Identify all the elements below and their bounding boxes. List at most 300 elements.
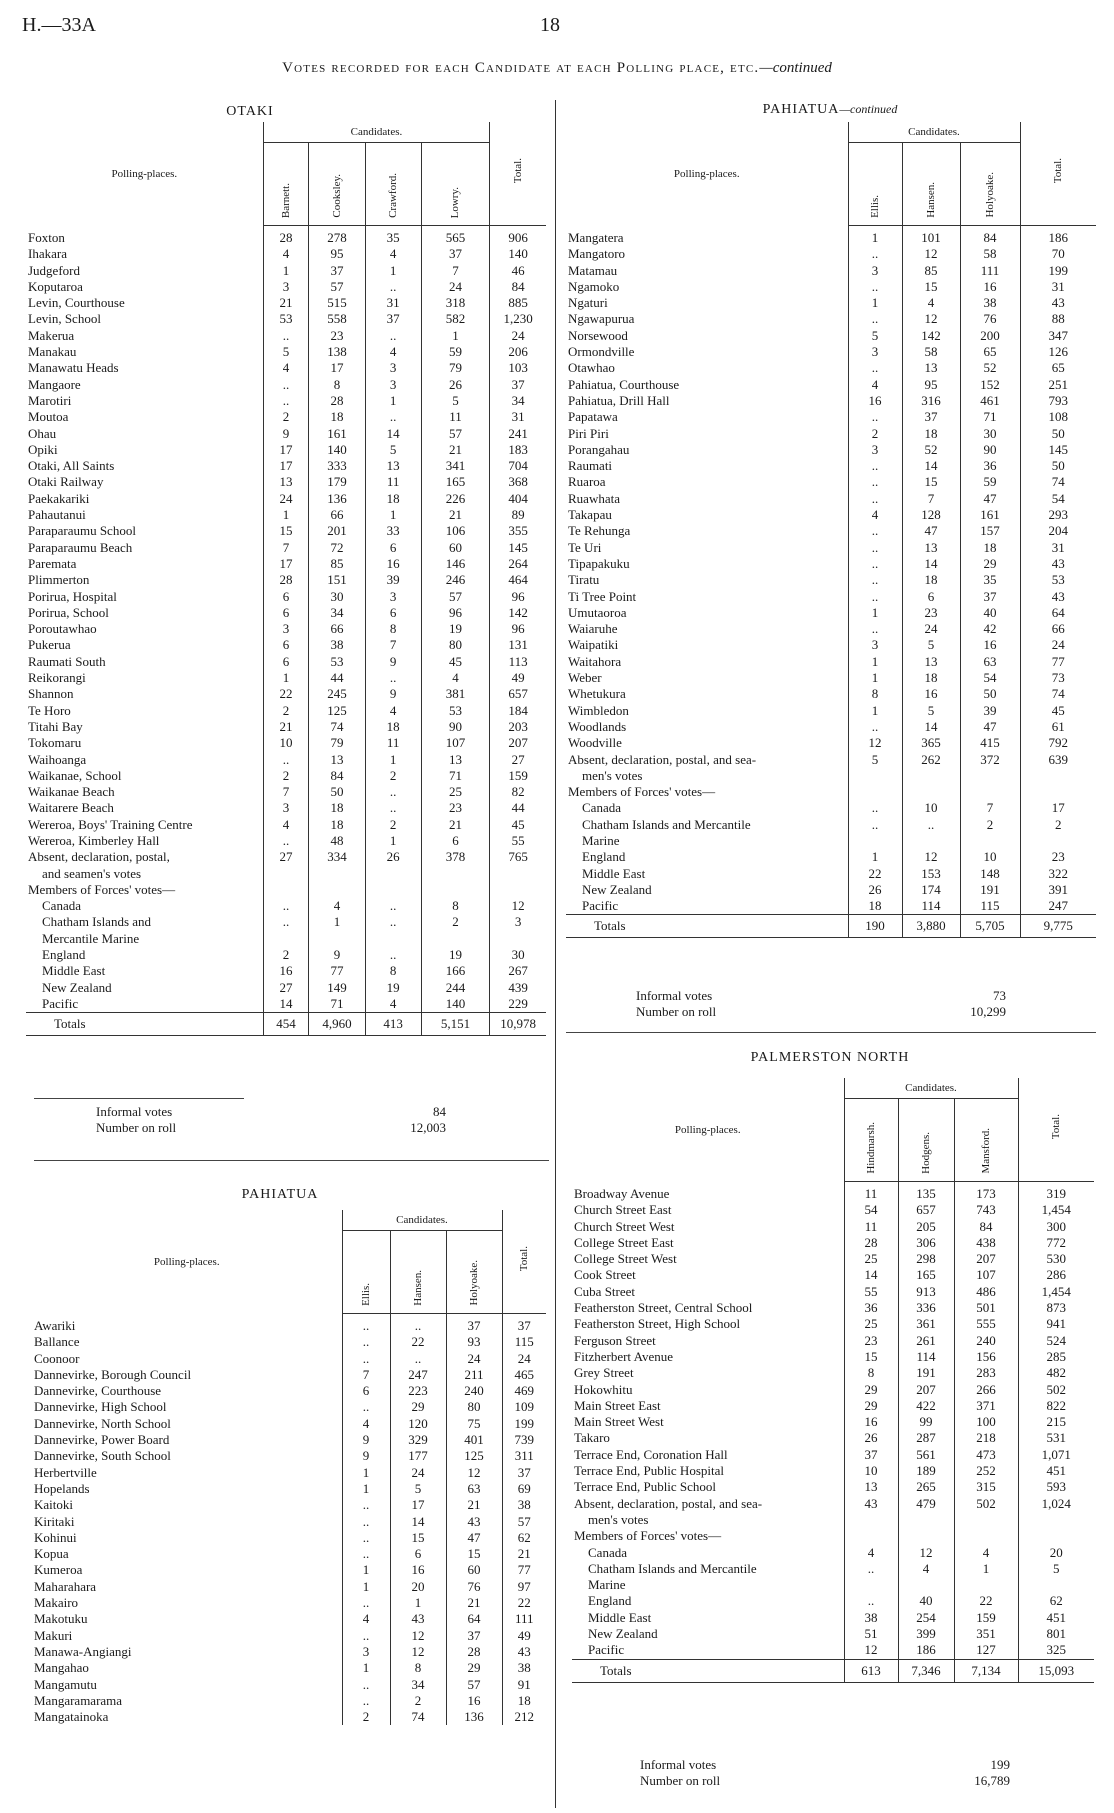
candidates-header: Candidates. [342, 1210, 502, 1231]
vote-cell: 52 [960, 360, 1020, 376]
total-cell: 704 [490, 458, 546, 474]
vote-cell: 14 [902, 556, 960, 572]
polling-place-name: England [582, 849, 626, 865]
total-cell [1020, 768, 1096, 784]
vote-cell: 29 [390, 1399, 446, 1415]
total-cell: 82 [490, 784, 546, 800]
total-cell: 24 [490, 328, 546, 344]
table-row [566, 458, 1096, 474]
vote-cell: 45 [421, 654, 490, 670]
vote-cell: 53 [421, 703, 490, 719]
polling-place-name: Waiaruhe [568, 621, 618, 637]
vote-cell: 244 [421, 980, 490, 996]
table-row [566, 360, 1096, 376]
vote-cell: 24 [263, 491, 309, 507]
vote-cell [954, 1577, 1018, 1593]
vote-cell: 57 [421, 426, 490, 442]
polling-place-name: Porangahau [568, 441, 630, 457]
vote-cell [263, 866, 309, 882]
vote-cell: 25 [844, 1316, 898, 1332]
vote-cell: 3 [848, 637, 902, 653]
vote-cell: 1 [954, 1561, 1018, 1577]
vote-cell: 37 [844, 1447, 898, 1463]
vote-cell: 60 [446, 1562, 502, 1578]
total-header: Total. [1018, 1078, 1094, 1182]
vote-cell: 26 [365, 849, 421, 865]
vote-cell: 473 [954, 1447, 1018, 1463]
polling-place-name: Awariki [34, 1317, 76, 1333]
vote-cell: .. [263, 393, 309, 409]
vote-cell: .. [263, 377, 309, 393]
vote-cell: 7 [342, 1367, 390, 1383]
vote-cell: 16 [365, 556, 421, 572]
table-row [32, 1644, 546, 1660]
table-row [26, 654, 546, 670]
table-row [26, 849, 546, 865]
polling-place-name: Judgeford [28, 262, 80, 278]
table-row [566, 393, 1096, 409]
polling-place-name: Poroutawhao [28, 621, 97, 637]
vote-cell: 16 [902, 686, 960, 702]
total-cell: 264 [490, 556, 546, 572]
vote-cell: 22 [263, 686, 309, 702]
vote-cell: 18 [848, 898, 902, 915]
table-row [566, 686, 1096, 702]
total-cell: 145 [1020, 442, 1096, 458]
total-cell: 391 [1020, 882, 1096, 898]
vote-cell: 17 [309, 360, 365, 376]
total-cell: 73 [1020, 670, 1096, 686]
polling-place-name: Middle East [588, 1609, 652, 1625]
vote-cell: 200 [960, 328, 1020, 344]
vote-cell [848, 784, 902, 800]
vote-cell: 306 [898, 1235, 954, 1251]
table-row [572, 1463, 1094, 1479]
polling-place-name: Levin, School [28, 311, 101, 327]
polling-place-name: Grey Street [574, 1365, 634, 1381]
vote-cell: 63 [960, 654, 1020, 670]
total-cell: 286 [1018, 1267, 1094, 1283]
vote-cell: .. [848, 409, 902, 425]
candidate-name: Holyoake. [446, 1231, 502, 1314]
vote-cell: 35 [365, 226, 421, 247]
vote-cell: 47 [960, 491, 1020, 507]
totals-row [26, 1013, 546, 1036]
polling-place-name: Main Street East [574, 1397, 661, 1413]
polling-place-name: Waikanae, School [28, 767, 122, 783]
vote-cell: 12 [446, 1465, 502, 1481]
vote-cell: 90 [421, 719, 490, 735]
table-row [566, 572, 1096, 588]
vote-cell: 10 [960, 849, 1020, 865]
polling-place-name: Mangatoro [568, 246, 626, 262]
vote-cell: 54 [844, 1202, 898, 1218]
vote-cell: .. [263, 914, 309, 930]
vote-cell: .. [390, 1314, 446, 1335]
polling-place-name: Coonoor [34, 1350, 80, 1366]
table-row [26, 817, 546, 833]
vote-cell: 1 [848, 605, 902, 621]
vote-cell: .. [263, 833, 309, 849]
vote-cell: .. [365, 409, 421, 425]
vote-cell [263, 882, 309, 898]
total-cell: 91 [502, 1677, 546, 1693]
total-cell: 184 [490, 703, 546, 719]
total-cell: 65 [1020, 360, 1096, 376]
polling-place-name: New Zealand [42, 979, 112, 995]
vote-cell: 8 [365, 963, 421, 979]
table-row [26, 507, 546, 523]
palmerston-number-on-roll: Number on roll 16,789 [640, 1773, 1010, 1788]
otaki-rule [34, 1098, 244, 1099]
total-cell: 77 [502, 1562, 546, 1578]
otaki-bottom-rule [34, 1160, 549, 1161]
vote-cell: .. [848, 523, 902, 539]
polling-place-name: Pahautanui [28, 507, 86, 523]
total-cell: 54 [1020, 491, 1096, 507]
total-cell: 322 [1020, 866, 1096, 882]
vote-cell: 13 [902, 540, 960, 556]
total-cell: 793 [1020, 393, 1096, 409]
total-cell: 247 [1020, 898, 1096, 915]
vote-cell: 3 [365, 377, 421, 393]
vote-cell: .. [848, 800, 902, 816]
total-cell: 53 [1020, 572, 1096, 588]
vote-cell [365, 931, 421, 947]
vote-cell: 99 [898, 1414, 954, 1430]
vote-cell: 4 [898, 1561, 954, 1577]
vote-cell: 19 [365, 980, 421, 996]
polling-place-name: England [42, 947, 86, 963]
total-cell: 1,071 [1018, 1447, 1094, 1463]
vote-cell: 12 [390, 1644, 446, 1660]
totals-cell: 190 [848, 915, 902, 938]
vote-cell: 76 [446, 1579, 502, 1595]
table-row [566, 442, 1096, 458]
polling-place-name: Church Street East [574, 1202, 672, 1218]
vote-cell: 4 [848, 377, 902, 393]
vote-cell: 240 [954, 1333, 1018, 1349]
table-row [26, 800, 546, 816]
total-cell: 49 [502, 1628, 546, 1644]
table-row [26, 474, 546, 490]
polling-place-name: Chatham Islands and Mercantile [582, 816, 751, 832]
vote-cell: 351 [954, 1626, 1018, 1642]
polling-place-name: Manawatu Heads [28, 360, 119, 376]
total-cell: 22 [502, 1595, 546, 1611]
vote-cell: 4 [844, 1545, 898, 1561]
vote-cell: .. [365, 784, 421, 800]
vote-cell: 21 [421, 817, 490, 833]
vote-cell: 8 [390, 1660, 446, 1676]
polling-place-name: Manawa-Angiangi [34, 1643, 132, 1659]
vote-cell: 13 [365, 458, 421, 474]
vote-cell: 13 [421, 752, 490, 768]
pahiatua-cont-title: PAHIATUA—continued [762, 102, 898, 117]
polling-place-name: Makairo [34, 1595, 79, 1611]
polling-place-name: Ngawapurua [568, 311, 635, 327]
polling-place-name: Tiratu [568, 572, 600, 588]
vote-cell: 2 [263, 409, 309, 425]
vote-cell: 135 [898, 1182, 954, 1203]
vote-cell: 16 [446, 1693, 502, 1709]
polling-place-name: Kohinui [34, 1529, 77, 1545]
table-row [26, 833, 546, 849]
vote-cell: 90 [960, 442, 1020, 458]
polling-place-name: College Street West [574, 1251, 677, 1267]
vote-cell: 127 [954, 1642, 1018, 1659]
polling-place-name: Herbertville [34, 1464, 97, 1480]
vote-cell: 6 [263, 637, 309, 653]
polling-place-name: Otawhao [568, 360, 615, 376]
totals-row [572, 1659, 1094, 1682]
vote-cell: .. [342, 1530, 390, 1546]
total-cell: 765 [490, 849, 546, 865]
polling-place-name: Takapau [568, 507, 612, 523]
vote-cell: 44 [309, 670, 365, 686]
total-cell: 43 [502, 1644, 546, 1660]
vote-cell: .. [365, 800, 421, 816]
polling-place-name: Moutoa [28, 409, 69, 425]
vote-cell: 59 [960, 474, 1020, 490]
table-row [26, 279, 546, 295]
vote-cell: 28 [446, 1644, 502, 1660]
vote-cell: 16 [848, 393, 902, 409]
vote-cell: 80 [421, 637, 490, 653]
vote-cell: .. [365, 898, 421, 914]
table-row [32, 1660, 546, 1676]
total-cell: 74 [1020, 474, 1096, 490]
vote-cell: 179 [309, 474, 365, 490]
vote-cell: 4 [365, 996, 421, 1013]
table-row [26, 409, 546, 425]
total-cell: 50 [1020, 426, 1096, 442]
table-row [26, 491, 546, 507]
table-row [32, 1448, 546, 1464]
vote-cell: 4 [263, 817, 309, 833]
total-cell: 44 [490, 800, 546, 816]
table-row [32, 1432, 546, 1448]
table-row [566, 589, 1096, 605]
polling-place-name: Ruawhata [568, 490, 620, 506]
polling-place-name: Members of Forces' votes— [574, 1528, 722, 1544]
table-row [26, 686, 546, 702]
table-row [32, 1367, 546, 1383]
vote-cell: .. [342, 1334, 390, 1350]
table-row [32, 1579, 546, 1595]
vote-cell: 381 [421, 686, 490, 702]
vote-cell: 13 [902, 360, 960, 376]
total-cell: 822 [1018, 1398, 1094, 1414]
table-row [566, 719, 1096, 735]
total-cell: 1,454 [1018, 1284, 1094, 1300]
vote-cell: 226 [421, 491, 490, 507]
vote-cell: 3 [848, 442, 902, 458]
vote-cell: 95 [902, 377, 960, 393]
table-row [26, 572, 546, 588]
table-row [26, 637, 546, 653]
total-cell: 103 [490, 360, 546, 376]
total-cell: 77 [1020, 654, 1096, 670]
vote-cell: 316 [902, 393, 960, 409]
total-cell: 404 [490, 491, 546, 507]
totals-cell: 413 [365, 1013, 421, 1036]
polling-place-name: Dannevirke, Courthouse [34, 1383, 162, 1399]
vote-cell: 38 [844, 1610, 898, 1626]
table-row [566, 426, 1096, 442]
vote-cell: 7 [263, 540, 309, 556]
polling-place-name: Weber [568, 670, 602, 686]
vote-cell: 84 [954, 1219, 1018, 1235]
total-cell: 186 [1020, 226, 1096, 247]
vote-cell: 21 [446, 1497, 502, 1513]
table-row [566, 409, 1096, 425]
vote-cell: .. [848, 817, 902, 833]
polling-place-name: Titahi Bay [28, 718, 83, 734]
table-row [572, 1430, 1094, 1446]
total-cell: 464 [490, 572, 546, 588]
vote-cell: 207 [954, 1251, 1018, 1267]
table-row [26, 442, 546, 458]
polling-place-name: Wimbledon [568, 702, 629, 718]
vote-cell: 1 [342, 1465, 390, 1481]
polling-place-name: Woodville [568, 735, 622, 751]
polling-place-name: Canada [588, 1544, 627, 1560]
polling-place-name: Porirua, Hospital [28, 588, 117, 604]
total-cell [1018, 1512, 1094, 1528]
polling-place-name: Otaki, All Saints [28, 458, 115, 474]
vote-cell: 159 [954, 1610, 1018, 1626]
polling-place-name: Makuri [34, 1627, 73, 1643]
total-cell: 212 [502, 1709, 546, 1725]
total-cell [1020, 833, 1096, 849]
polling-place-name: Ohau [28, 425, 57, 441]
total-cell: 145 [490, 540, 546, 556]
vote-cell: .. [342, 1314, 390, 1335]
vote-cell: 58 [960, 246, 1020, 262]
polling-place-name: Koputaroa [28, 278, 83, 294]
vote-cell: 51 [844, 1626, 898, 1642]
polling-place-name: Te Rehunga [568, 523, 631, 539]
vote-cell: 71 [421, 768, 490, 784]
table-row [566, 377, 1096, 393]
vote-cell: 40 [960, 605, 1020, 621]
polling-place-name: Waitarere Beach [28, 800, 114, 816]
vote-cell [844, 1577, 898, 1593]
polling-place-name: Absent, declaration, postal, and sea- [574, 1495, 763, 1511]
table-row [32, 1399, 546, 1415]
vote-cell: 34 [390, 1677, 446, 1693]
polling-place-name: Waikanae Beach [28, 784, 115, 800]
vote-cell: 37 [446, 1628, 502, 1644]
vote-cell: 72 [309, 540, 365, 556]
vote-cell [960, 833, 1020, 849]
vote-cell: 64 [446, 1611, 502, 1627]
table-row [566, 279, 1096, 295]
table-row [566, 882, 1096, 898]
vote-cell: 53 [263, 311, 309, 327]
vote-cell: 16 [844, 1414, 898, 1430]
table-row [566, 768, 1096, 784]
table-row [572, 1316, 1094, 1332]
polling-place-name: Raumati South [28, 653, 106, 669]
vote-cell: 125 [446, 1448, 502, 1464]
vote-cell: .. [342, 1693, 390, 1709]
polling-place-name: Foxton [28, 229, 65, 245]
vote-cell: 60 [421, 540, 490, 556]
total-cell: 62 [1018, 1593, 1094, 1609]
vote-cell: 57 [309, 279, 365, 295]
vote-cell [898, 1577, 954, 1593]
vote-cell: 136 [446, 1709, 502, 1725]
vote-cell: 191 [960, 882, 1020, 898]
total-cell: 62 [502, 1530, 546, 1546]
vote-cell [421, 866, 490, 882]
vote-cell: 422 [898, 1398, 954, 1414]
table-row [566, 246, 1096, 262]
vote-cell: 146 [421, 556, 490, 572]
totals-label: Totals [572, 1659, 844, 1682]
vote-cell: 6 [263, 654, 309, 670]
vote-cell: 2 [848, 426, 902, 442]
vote-cell [960, 784, 1020, 800]
table-row [26, 263, 546, 279]
vote-cell: 53 [309, 654, 365, 670]
polling-place-name: Canada [42, 898, 81, 914]
total-cell: 43 [1020, 556, 1096, 572]
vote-cell: .. [848, 589, 902, 605]
vote-cell: 26 [421, 377, 490, 393]
vote-cell: 18 [365, 719, 421, 735]
total-cell: 199 [502, 1416, 546, 1432]
vote-cell: 128 [902, 507, 960, 523]
vote-cell: 37 [309, 263, 365, 279]
polling-place-name: Terrace End, Coronation Hall [574, 1446, 728, 1462]
total-cell: 319 [1018, 1182, 1094, 1203]
total-cell: 325 [1018, 1642, 1094, 1659]
total-cell: 27 [490, 752, 546, 768]
vote-cell: .. [848, 458, 902, 474]
total-cell: 18 [502, 1693, 546, 1709]
vote-cell: 6 [365, 540, 421, 556]
total-cell: 482 [1018, 1365, 1094, 1381]
vote-cell: 189 [898, 1463, 954, 1479]
polling-place-name: Terrace End, Public Hospital [574, 1463, 724, 1479]
table-row [26, 344, 546, 360]
table-row [32, 1709, 546, 1725]
table-row [566, 735, 1096, 751]
vote-cell: 4 [902, 295, 960, 311]
table-row [566, 523, 1096, 539]
polling-place-name: Norsewood [568, 327, 628, 343]
pahiatua-cont-table [566, 122, 1096, 938]
polling-place-name: Chatham Islands and Mercantile [588, 1560, 757, 1576]
vote-cell: 47 [960, 719, 1020, 735]
vote-cell: 4 [421, 670, 490, 686]
vote-cell: 11 [365, 735, 421, 751]
vote-cell: 153 [902, 866, 960, 882]
polling-place-name: Piri Piri [568, 425, 609, 441]
totals-cell: 4,960 [309, 1013, 365, 1036]
table-row [26, 328, 546, 344]
vote-cell: .. [848, 279, 902, 295]
vote-cell: 37 [446, 1314, 502, 1335]
candidate-name: Ellis. [848, 143, 902, 226]
vote-cell [844, 1512, 898, 1528]
vote-cell: 1 [342, 1660, 390, 1676]
table-row [566, 703, 1096, 719]
polling-place-name: New Zealand [588, 1626, 658, 1642]
